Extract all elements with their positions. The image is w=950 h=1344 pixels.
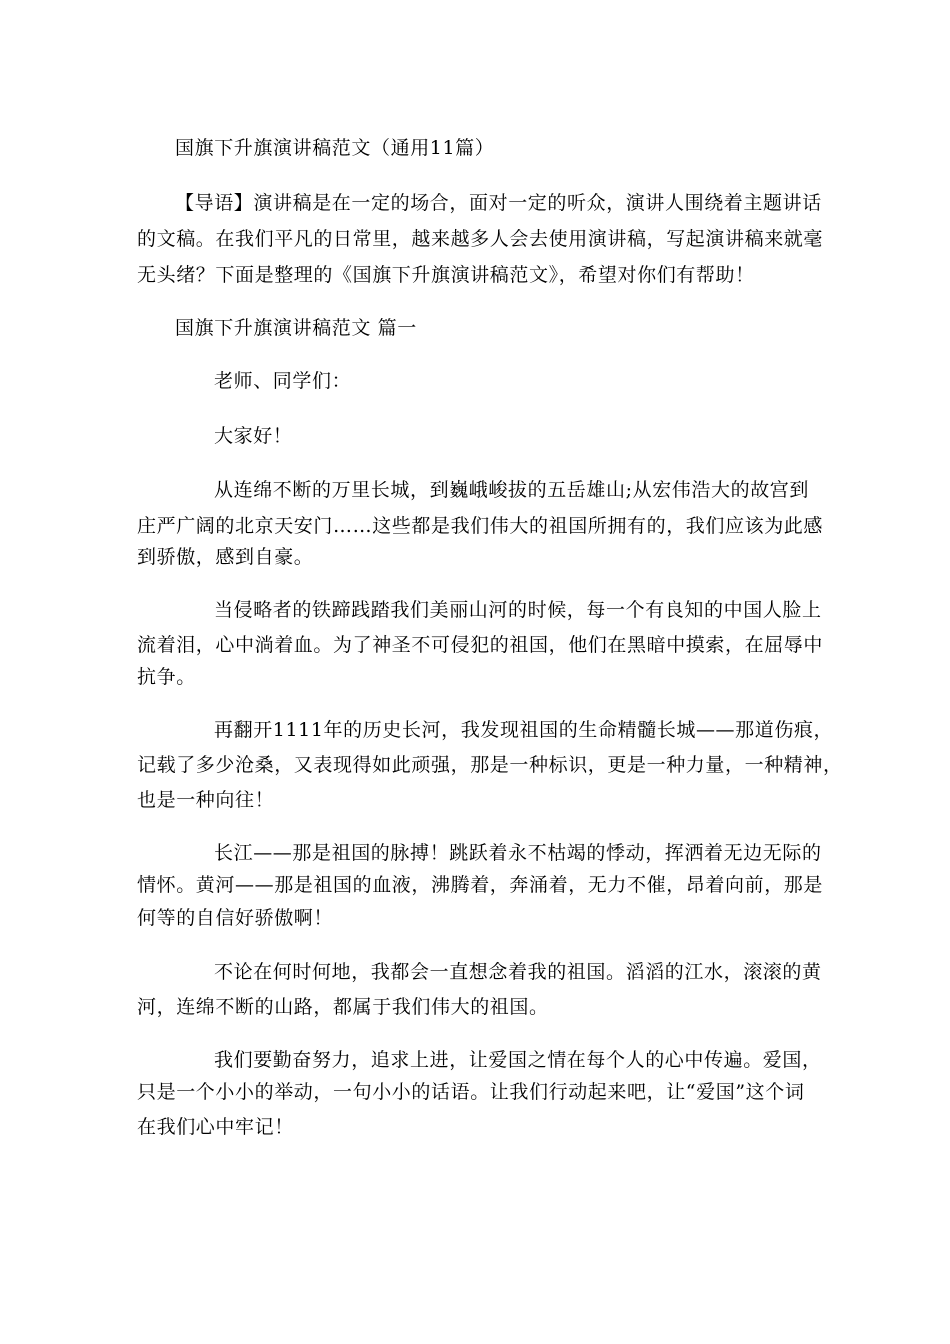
- section-title: 国旗下升旗演讲稿范文 篇一: [175, 317, 417, 339]
- paragraph-line: 也是一种向往！: [137, 789, 275, 811]
- intro-line: 【导语】演讲稿是在一定的场合，面对一定的听众，演讲人围绕着主题讲话: [175, 192, 822, 214]
- intro-line: 无头绪？下面是整理的《国旗下升旗演讲稿范文》，希望对你们有帮助！: [137, 264, 755, 286]
- paragraph-line: 当侵略者的铁蹄践踏我们美丽山河的时候，每一个有良知的中国人脸上: [214, 599, 822, 621]
- intro-line: 的文稿。在我们平凡的日常里，越来越多人会去使用演讲稿，写起演讲稿来就毫: [137, 228, 824, 250]
- paragraph-line: 从连绵不断的万里长城，到巍峨峻拔的五岳雄山;从宏伟浩大的故宫到: [214, 479, 810, 501]
- paragraph-line: 只是一个小小的举动，一句小小的话语。让我们行动起来吧，让“爱国”这个词: [137, 1081, 805, 1103]
- paragraph-line: 长江——那是祖国的脉搏！跳跃着永不枯竭的悸动，挥洒着无边无际的: [214, 842, 822, 864]
- salutation: 老师、同学们：: [214, 370, 352, 392]
- paragraph-line: 再翻开1111年的历史长河，我发现祖国的生命精髓长城——那道伤痕，: [214, 719, 834, 741]
- greeting: 大家好！: [214, 425, 293, 447]
- paragraph-line: 流着泪，心中淌着血。为了神圣不可侵犯的祖国，他们在黑暗中摸索，在屈辱中: [137, 634, 824, 656]
- paragraph-line: 河，连绵不断的山路，都属于我们伟大的祖国。: [137, 996, 549, 1018]
- paragraph-line: 我们要勤奋努力，追求上进，让爱国之情在每个人的心中传遍。爱国，: [214, 1049, 822, 1071]
- paragraph-line: 何等的自信好骄傲啊！: [137, 907, 334, 929]
- paragraph-line: 情怀。黄河——那是祖国的血液，沸腾着，奔涌着，无力不催，昂着向前，那是: [137, 874, 824, 896]
- paragraph-line: 到骄傲，感到自豪。: [137, 546, 314, 568]
- document-title: 国旗下升旗演讲稿范文（通用11篇）: [175, 137, 495, 159]
- paragraph-line: 抗争。: [137, 666, 196, 688]
- paragraph-line: 庄严广阔的北京天安门……这些都是我们伟大的祖国所拥有的，我们应该为此感: [137, 515, 824, 537]
- paragraph-line: 记载了多少沧桑，又表现得如此顽强，那是一种标识，更是一种力量，一种精神，: [137, 754, 843, 776]
- paragraph-line: 在我们心中牢记！: [137, 1116, 294, 1138]
- paragraph-line: 不论在何时何地，我都会一直想念着我的祖国。滔滔的江水，滚滚的黄: [214, 961, 822, 983]
